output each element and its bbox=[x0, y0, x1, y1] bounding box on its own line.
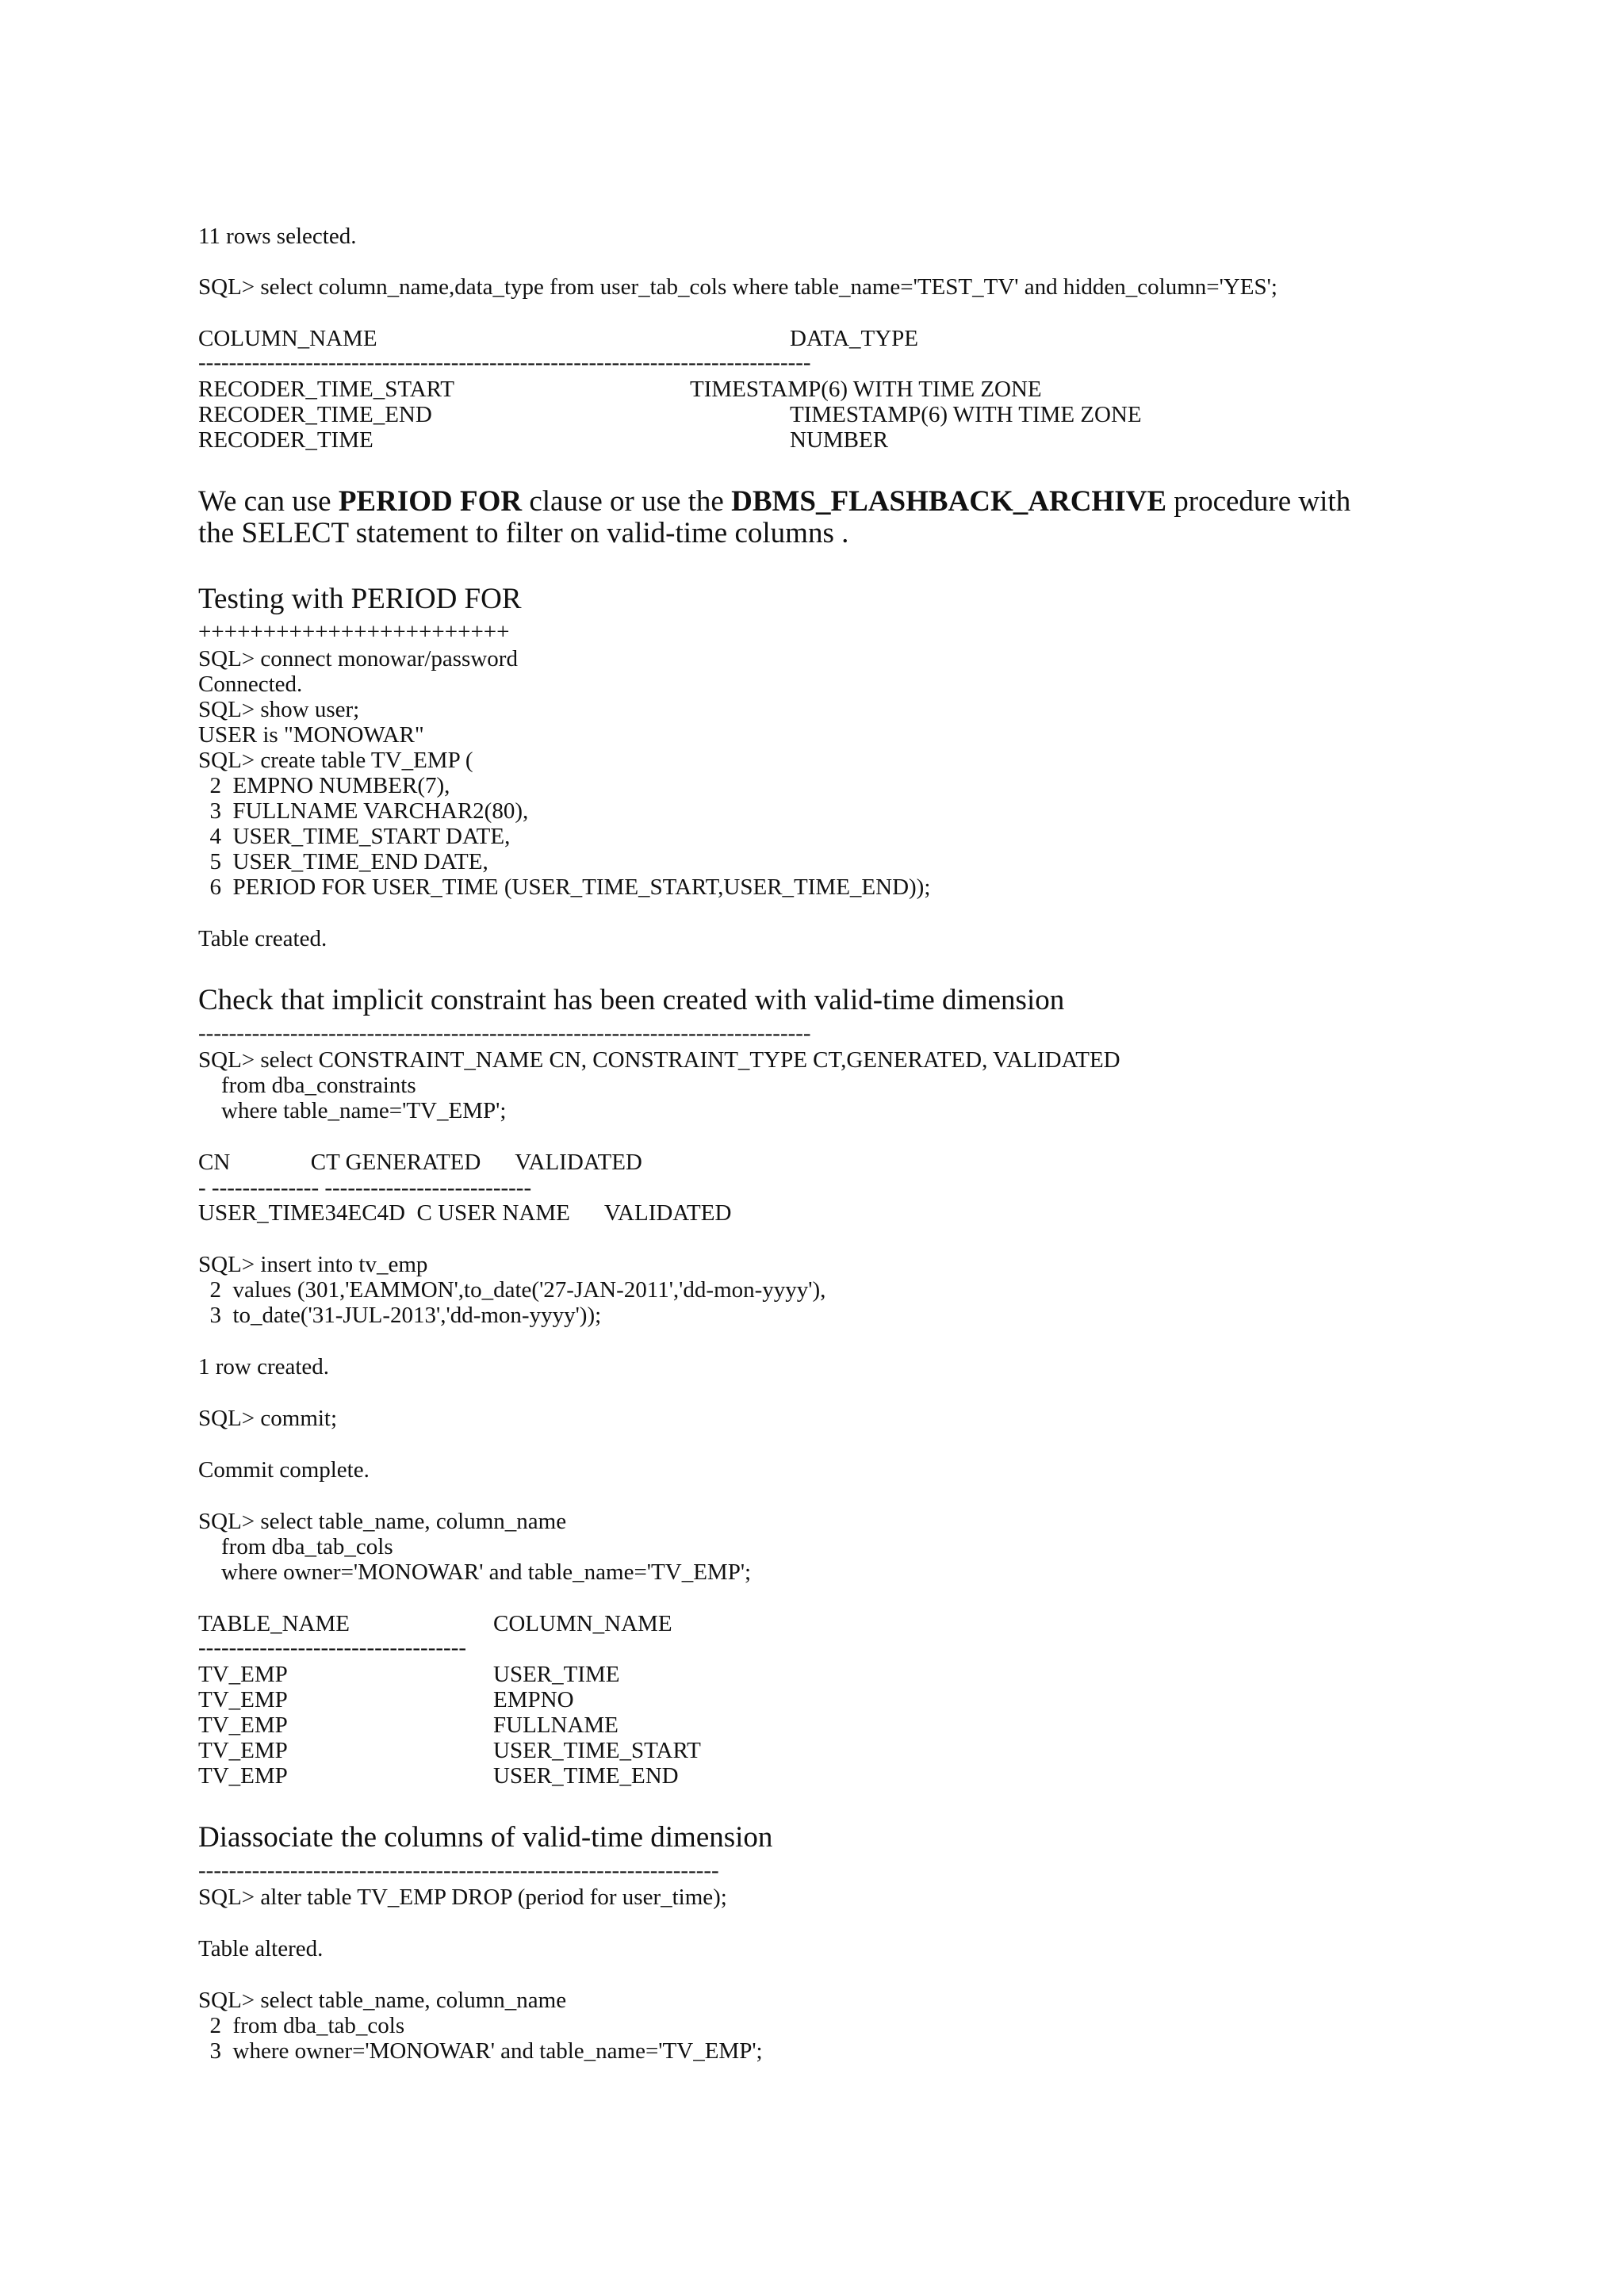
table2-row-table: TV_EMP bbox=[198, 1738, 288, 1763]
intro-bold-dbms-flashback: DBMS_FLASHBACK_ARCHIVE bbox=[731, 485, 1167, 518]
code-line: where table_name='TV_EMP'; bbox=[198, 1098, 507, 1123]
code-line: SQL> select CONSTRAINT_NAME CN, CONSTRAINT_TYPE CT,GENERATED, VALIDATED bbox=[198, 1047, 1120, 1073]
section-rule-dash: -------------------------------------------------------------------- bbox=[198, 1858, 719, 1883]
section-heading-testing: Testing with PERIOD FOR bbox=[198, 583, 522, 615]
code-line: SQL> connect monowar/password bbox=[198, 646, 518, 672]
code-line: SQL> select table_name, column_name bbox=[198, 1988, 567, 2013]
section-heading-diassociate: Diassociate the columns of valid-time dimension bbox=[198, 1821, 773, 1854]
table1-header-column-name: COLUMN_NAME bbox=[198, 326, 377, 351]
table2-row-table: TV_EMP bbox=[198, 1662, 288, 1687]
code-line: 5 USER_TIME_END DATE, bbox=[198, 849, 488, 874]
table2-header-column-name: COLUMN_NAME bbox=[493, 1611, 672, 1636]
table2-row-table: TV_EMP bbox=[198, 1763, 288, 1789]
constraint-table-rule: - -------------- --------------------------- bbox=[198, 1175, 532, 1200]
table2-row-column: USER_TIME_START bbox=[493, 1738, 701, 1763]
section-rule-dash: -------------------------------------------------------------------------------- bbox=[198, 1020, 811, 1046]
code-line: SQL> insert into tv_emp bbox=[198, 1252, 428, 1277]
section-rule-plus: ++++++++++++++++++++++++ bbox=[198, 619, 510, 645]
intro-paragraph-line2: the SELECT statement to filter on valid-time columns . bbox=[198, 517, 849, 549]
code-line: USER is "MONOWAR" bbox=[198, 722, 424, 748]
query-user-tab-cols: SQL> select column_name,data_type from user_tab_cols where table_name='TEST_TV' and hidden_column='YES'; bbox=[198, 274, 1277, 300]
table1-row-type: NUMBER bbox=[790, 427, 889, 453]
code-line: from dba_tab_cols bbox=[198, 1534, 393, 1559]
table2-row-table: TV_EMP bbox=[198, 1687, 288, 1712]
code-line: 3 where owner='MONOWAR' and table_name='TV_EMP'; bbox=[198, 2038, 763, 2064]
code-line: from dba_constraints bbox=[198, 1073, 416, 1098]
table2-row-column: USER_TIME_END bbox=[493, 1763, 679, 1789]
code-line: 6 PERIOD FOR USER_TIME (USER_TIME_START,USER_TIME_END)); bbox=[198, 874, 931, 900]
code-line: where owner='MONOWAR' and table_name='TV_EMP'; bbox=[198, 1559, 752, 1585]
table2-header-table-name: TABLE_NAME bbox=[198, 1611, 350, 1636]
constraint-table-row: USER_TIME34EC4D C USER NAME VALIDATED bbox=[198, 1200, 732, 1226]
result-row-created: 1 row created. bbox=[198, 1354, 330, 1380]
code-line: SQL> create table TV_EMP ( bbox=[198, 748, 473, 773]
constraint-table-header: CN CT GENERATED VALIDATED bbox=[198, 1150, 642, 1175]
table2-row-column: FULLNAME bbox=[493, 1712, 619, 1738]
intro-bold-period-for: PERIOD FOR bbox=[338, 485, 523, 518]
code-line: 4 USER_TIME_START DATE, bbox=[198, 824, 511, 849]
table1-row-name: RECODER_TIME_END bbox=[198, 402, 432, 427]
intro-text-1: We can use bbox=[198, 485, 339, 518]
intro-text-3: procedure with bbox=[1166, 485, 1351, 518]
code-line: 2 from dba_tab_cols bbox=[198, 2013, 405, 2038]
result-commit-complete: Commit complete. bbox=[198, 1457, 370, 1483]
result-table-altered: Table altered. bbox=[198, 1936, 324, 1961]
table1-row-name: RECODER_TIME_START bbox=[198, 377, 454, 402]
intro-paragraph-line1 bbox=[198, 485, 1350, 519]
code-line: 3 FULLNAME VARCHAR2(80), bbox=[198, 798, 529, 824]
table1-row-name: RECODER_TIME bbox=[198, 427, 373, 453]
table2-row-column: USER_TIME bbox=[493, 1662, 620, 1687]
code-line: SQL> show user; bbox=[198, 697, 360, 722]
table1-row-type: TIMESTAMP(6) WITH TIME ZONE bbox=[690, 377, 1042, 402]
table2-rule: ----------------------------------- bbox=[198, 1635, 467, 1660]
table2-row-column: EMPNO bbox=[493, 1687, 574, 1712]
code-line-alter: SQL> alter table TV_EMP DROP (period for user_time); bbox=[198, 1885, 727, 1910]
code-line-commit: SQL> commit; bbox=[198, 1406, 338, 1431]
code-line: Connected. bbox=[198, 672, 303, 697]
table1-header-data-type: DATA_TYPE bbox=[790, 326, 919, 351]
code-line: SQL> select table_name, column_name bbox=[198, 1509, 567, 1534]
code-line: 2 EMPNO NUMBER(7), bbox=[198, 773, 450, 798]
rows-selected-text: 11 rows selected. bbox=[198, 224, 357, 249]
table1-row-type: TIMESTAMP(6) WITH TIME ZONE bbox=[790, 402, 1142, 427]
table2-row-table: TV_EMP bbox=[198, 1712, 288, 1738]
section-heading-check-constraint: Check that implicit constraint has been created with valid-time dimension bbox=[198, 984, 1065, 1016]
result-table-created: Table created. bbox=[198, 926, 327, 951]
intro-text-2: clause or use the bbox=[522, 485, 732, 518]
code-line: 2 values (301,'EAMMON',to_date('27-JAN-2011','dd-mon-yyyy'), bbox=[198, 1277, 826, 1303]
code-line: 3 to_date('31-JUL-2013','dd-mon-yyyy')); bbox=[198, 1303, 602, 1328]
table1-rule: -------------------------------------------------------------------------------- bbox=[198, 350, 811, 375]
